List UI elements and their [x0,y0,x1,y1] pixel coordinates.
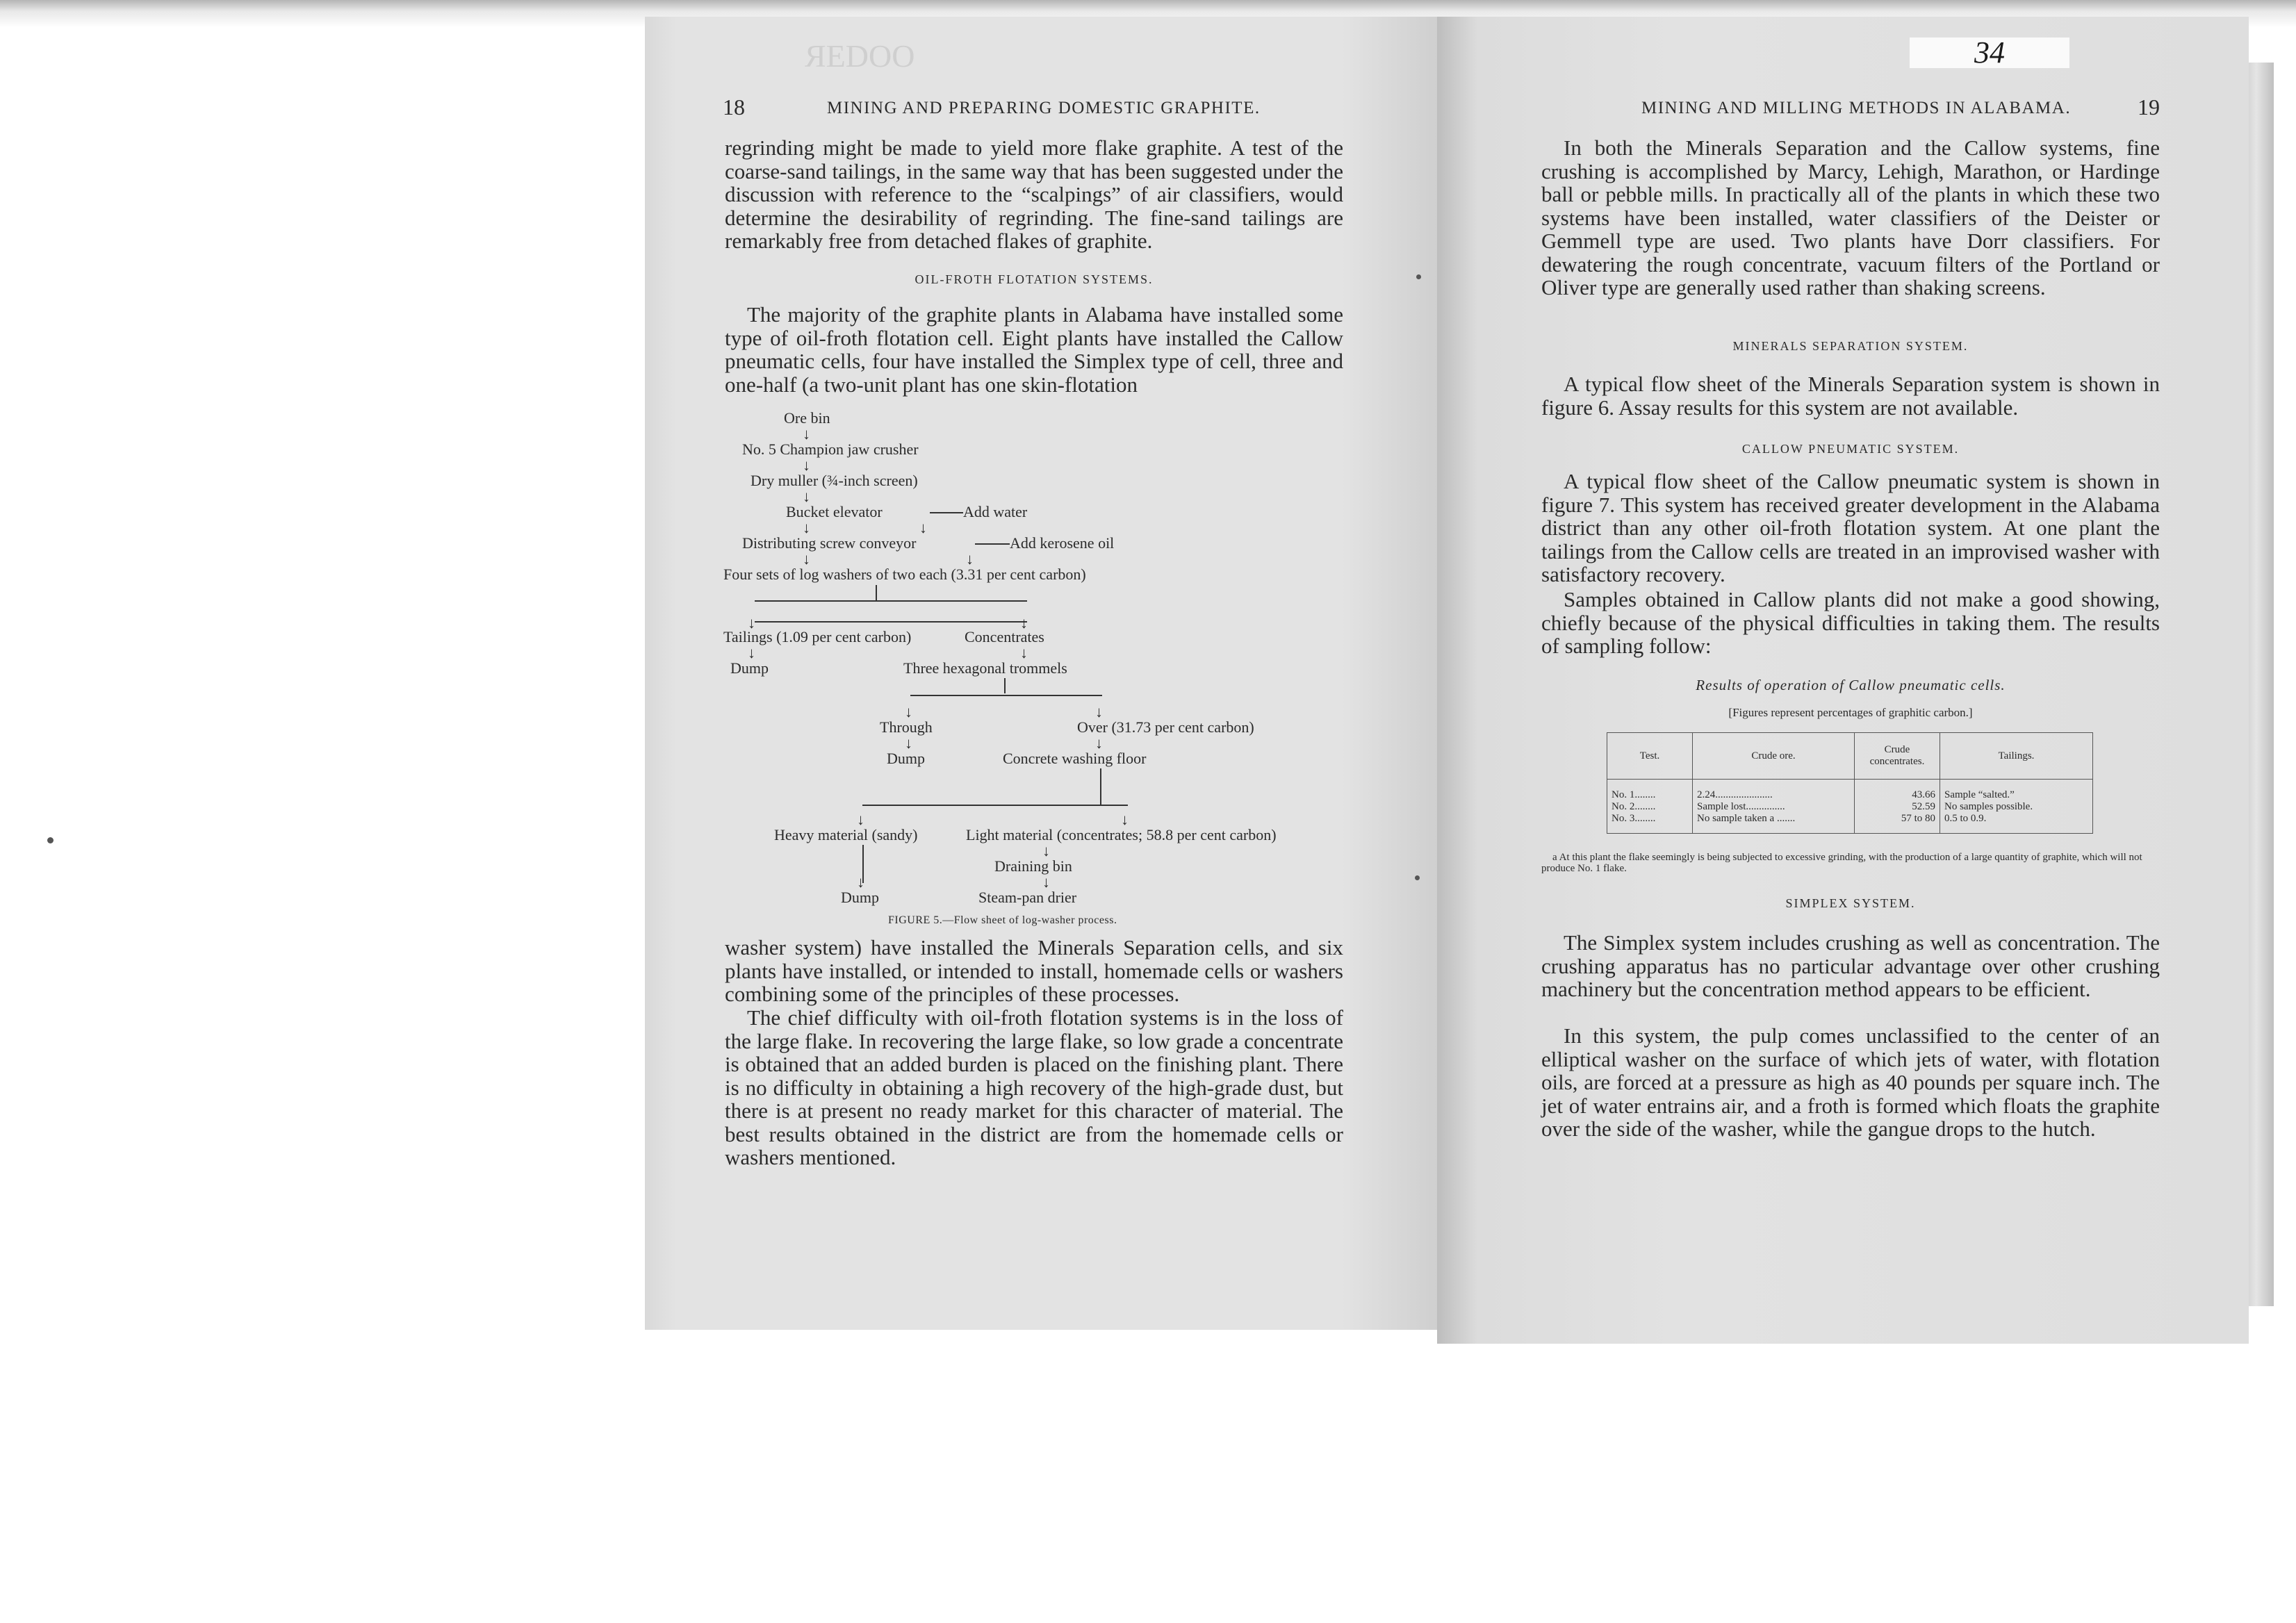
flow-elevator: Bucket elevator [786,503,883,520]
down-arrow-icon: ↓ [1042,842,1050,859]
down-arrow-icon: ↓ [748,644,755,661]
heading-simplex: SIMPLEX SYSTEM. [1785,896,1916,910]
connector-line [1100,768,1101,805]
heading-callow: CALLOW PNEUMATIC SYSTEM. [1741,442,1960,456]
crude-ore-value: No sample taken a ....... [1697,813,1796,824]
binding-hole [1416,274,1421,279]
connector-line [755,621,1027,623]
scan-speck [47,837,54,843]
connector-line [975,543,1010,545]
concentrate-value: 43.66 [1912,789,1935,800]
paragraph-text: washer system) have installed the Minerals Separation cells, and six plants have installed, or intended to install, homemade cells or washers combining some of the principles of these processes. [725,935,1343,1006]
paragraph-text: Samples obtained in Callow plants did not make a good showing, chiefly because of the physical difficulties in taking them. The results of sampling follow: [1541,587,2160,658]
flow-add-kerosene: Add kerosene oil [1010,534,1115,552]
down-arrow-icon: ↓ [905,703,912,720]
down-arrow-icon: ↓ [857,873,864,891]
down-arrow-icon: ↓ [803,488,810,505]
flow-heavy-material: Heavy material (sandy) [774,826,918,843]
flow-draining-bin: Draining bin [994,857,1072,875]
right-paragraph-3 [1541,470,2160,586]
paragraph-text: The Simplex system includes crushing as well as concentration. The crushing apparatus has no particular advantage over other crushing machinery but the concentration method appears to be efficient. [1541,930,2160,1001]
down-arrow-icon: ↓ [1121,811,1129,828]
tailings-value: 0.5 to 0.9. [1944,813,1987,824]
table-header: Crude ore. [1693,733,1855,780]
test-label: No. 1........ [1612,789,1656,800]
table-cell [1855,780,1940,834]
paragraph-text: regrinding might be made to yield more flake graphite. A test of the coarse-sand tailings, in the same way that has been suggested under the discussion with reference to the “scalpings” of air classifiers, would determine the desirability of regrinding. The fine-sand tailings are remarkably free from detached flakes of graphite. [725,135,1343,253]
down-arrow-icon: ↓ [919,519,927,536]
down-arrow-icon: ↓ [803,550,810,568]
paragraph-text: A typical flow sheet of the Minerals Separation system is shown in figure 6. Assay results for this system are not available. [1541,372,2160,420]
flow-dump-1: Dump [730,659,769,677]
flow-ore-bin: Ore bin [784,409,830,427]
flow-muller: Dry muller (¾-inch screen) [751,472,918,489]
test-label: No. 2........ [1612,801,1656,812]
connector-line [1004,678,1006,693]
left-page-number: 18 [723,94,745,120]
connector-line [755,600,1027,602]
connector-line [876,585,877,600]
down-arrow-icon: ↓ [857,811,864,828]
flow-conveyor: Distributing screw conveyor [742,534,917,552]
down-arrow-icon: ↓ [966,550,974,568]
down-arrow-icon: ↓ [748,614,755,632]
right-paragraph-6 [1541,1024,2160,1141]
down-arrow-icon: ↓ [1095,734,1103,752]
down-arrow-icon: ↓ [803,456,810,474]
handwritten-stamp: 34 [1910,38,2069,68]
flow-log-washers: Four sets of log washers of two each (3.31 per cent carbon) [723,566,1086,583]
table-header: Tailings. [1940,733,2093,780]
flow-light-material: Light material (concentrates; 58.8 per cent carbon) [966,826,1277,843]
concentrate-value: 52.59 [1912,801,1935,812]
table-cell [1940,780,2093,834]
paragraph-text: In both the Minerals Separation and the Callow systems, fine crushing is accomplished by Marcy, Lehigh, Marathon, or Hardinge ball or pebble mills. In practically all of the plants in which these two systems have been installed, water classifiers of the Deister or Gemmell type are used. Two plants have Dorr classifiers. For dewatering the rough concentrate, vacuum filters of the Portland or Oliver type are generally used rather than shaking screens. [1541,135,2160,299]
table-cell [1693,780,1855,834]
crude-ore-value: 2.24...................... [1697,789,1773,800]
down-arrow-icon: ↓ [1095,703,1103,720]
concentrate-value: 57 to 80 [1901,813,1935,824]
flow-through: Through [880,718,933,736]
table-title: Results of operation of Callow pneumatic cells. [1696,677,2006,693]
test-label: No. 3........ [1612,813,1656,824]
flow-tailings: Tailings (1.09 per cent carbon) [723,628,912,645]
flow-drier: Steam-pan drier [978,889,1077,906]
down-arrow-icon: ↓ [1020,644,1028,661]
down-arrow-icon: ↓ [803,425,810,443]
paragraph-text: A typical flow sheet of the Callow pneumatic system is shown in figure 7. This system has received greater development in the Alabama district than any other oil-froth flotation system. At one plant the tailings from the Callow cells are treated in an improvised washer with satisfactory recovery. [1541,469,2160,586]
connector-line [862,805,1128,806]
crude-ore-value: Sample lost............... [1697,801,1785,812]
table-header: Crude concentrates. [1855,733,1940,780]
left-paragraph-4 [725,1006,1343,1169]
binding-hole [1415,875,1420,880]
flow-dump-2: Dump [887,750,925,767]
flow-crusher: No. 5 Champion jaw crusher [742,440,919,458]
table-header: Test. [1607,733,1693,780]
right-paragraph-2 [1541,372,2160,419]
bleed-through: ЯEDOO [805,38,915,74]
connector-line [930,512,963,513]
tailings-value: No samples possible. [1944,801,2033,812]
flow-washing-floor: Concrete washing floor [1003,750,1147,767]
flow-add-water: Add water [963,503,1028,520]
table-footnote: a At this plant the flake seemingly is being subjected to excessive grinding, with the production of a large quantity of graphite, which will not produce No. 1 flake. [1541,852,2142,874]
paragraph-text: The chief difficulty with oil-froth flotation systems is in the loss of the large flake. In recovering the large flake, so low grade a concentrate is obtained that an added burden is placed on the finishing plant. There is no difficulty in obtaining a high recovery of the high-grade dust, but there is at present no ready market for this character of material. The best results obtained in the district are from the homemade cells or washers mentioned. [725,1005,1343,1169]
heading-minerals-separation: MINERALS SEPARATION SYSTEM. [1732,339,1969,353]
table-note: [Figures represent percentages of graphitic carbon.] [1728,706,1973,719]
table-row [1607,780,2093,834]
results-table [1607,732,2093,834]
down-arrow-icon: ↓ [905,734,912,752]
figure-caption: FIGURE 5.—Flow sheet of log-washer process. [888,914,1117,926]
down-arrow-icon: ↓ [1042,873,1050,891]
down-arrow-icon: ↓ [1020,614,1028,632]
connector-line [910,695,1102,696]
paragraph-text: In this system, the pulp comes unclassified to the center of an elliptical washer on the surface of which jets of water, with flotation oils, are forced at a pressure as high as 40 pounds per square inch. The jet of water entrains air, and a froth is formed which floats the graphite over the side of the washer, while the gangue drops to the hutch. [1541,1023,2160,1141]
table-cell [1607,780,1693,834]
down-arrow-icon: ↓ [803,519,810,536]
flow-trommels: Three hexagonal trommels [903,659,1067,677]
flow-concentrates: Concentrates [965,628,1044,645]
flow-over: Over (31.73 per cent carbon) [1077,718,1254,736]
tailings-value: Sample “salted.” [1944,789,2015,800]
right-running-head: MINING AND MILLING METHODS IN ALABAMA. [1641,99,2072,117]
flow-dump-3: Dump [841,889,879,906]
right-paragraph-4 [1541,588,2160,658]
page-stack-edge [2245,63,2274,1306]
left-page [645,17,1437,1330]
right-page [1437,17,2249,1344]
paragraph-text: The majority of the graphite plants in Alabama have installed some type of oil-froth flotation cell. Eight plants have installed the Callow pneumatic cells, four have installed the Simplex type of cell, three and one-half (a two-unit plant has one skin-flotation [725,302,1343,397]
section-heading-oil-froth: OIL-FROTH FLOTATION SYSTEMS. [915,272,1154,286]
right-paragraph-1 [1541,136,2160,299]
left-paragraph-3 [725,936,1343,1006]
right-page-number: 19 [2138,94,2160,120]
right-paragraph-5 [1541,931,2160,1001]
left-running-head: MINING AND PREPARING DOMESTIC GRAPHITE. [827,99,1261,117]
